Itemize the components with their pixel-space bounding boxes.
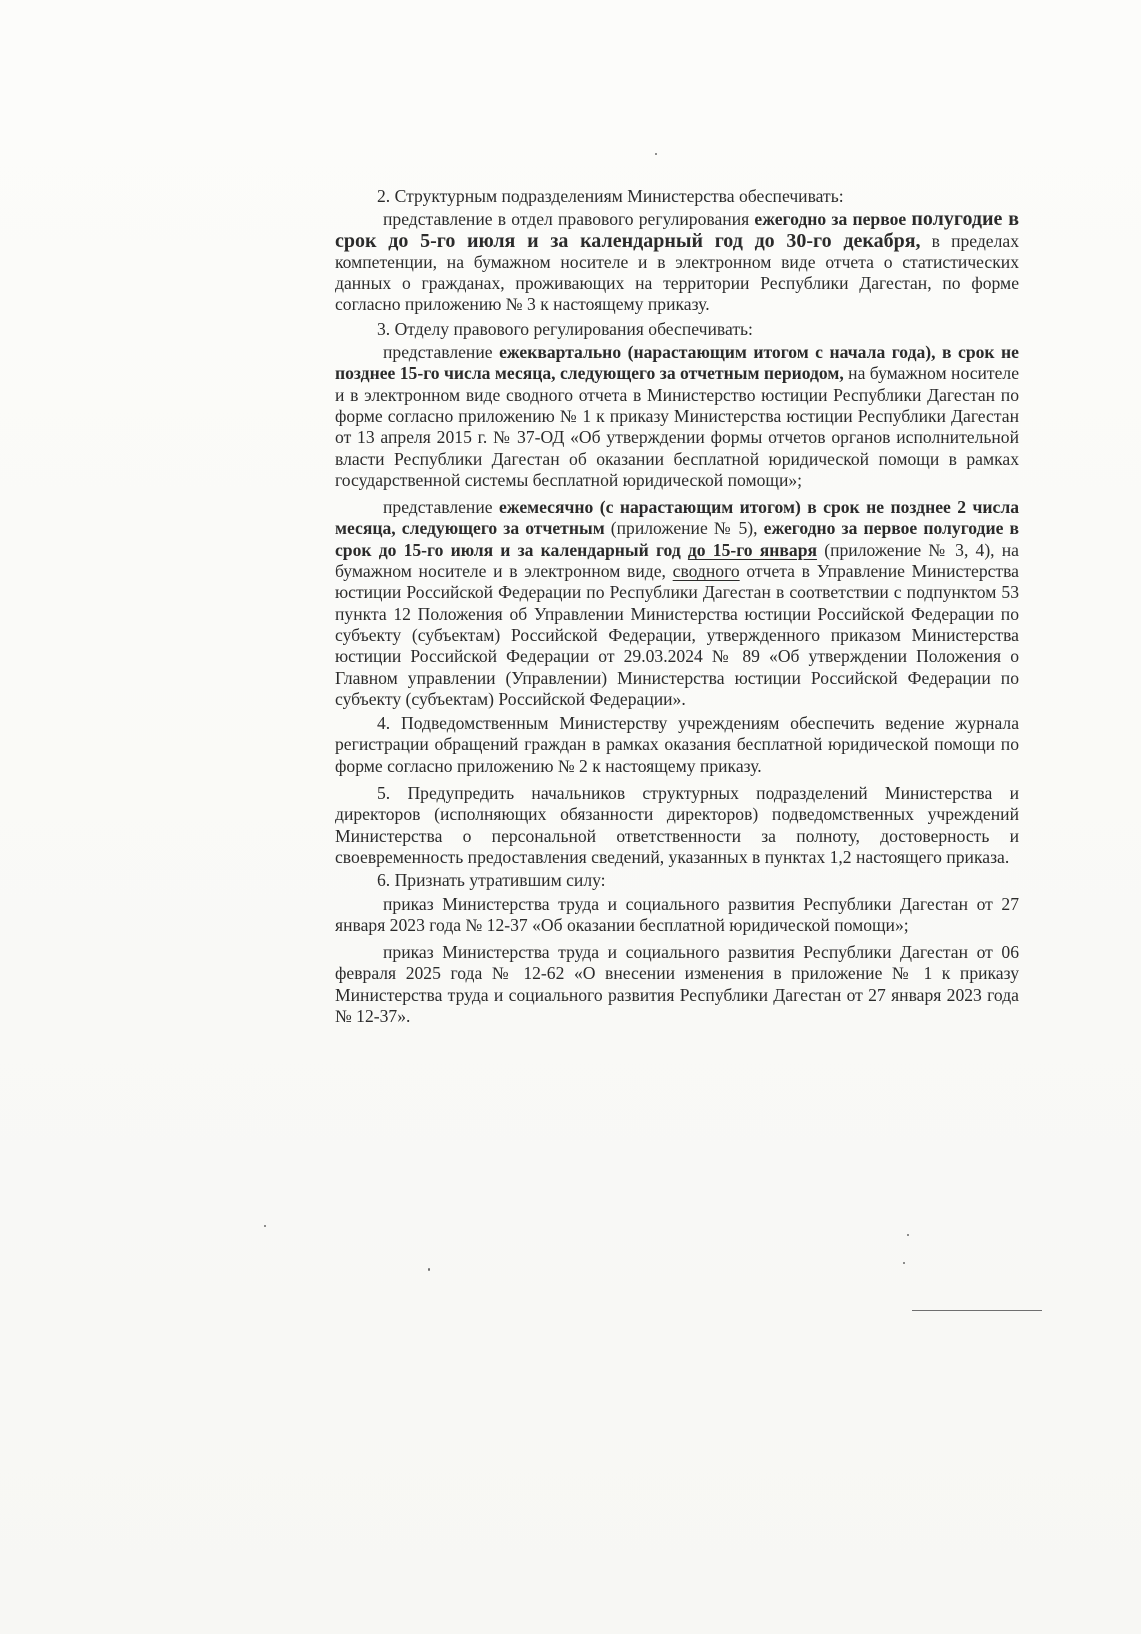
scan-speck [428,1268,430,1271]
signature-line [912,1310,1042,1311]
clause-6-item-2: приказ Министерства труда и социального развития Республики Дагестан от 06 февраля 2025 года № 12-62 «О внесении изменения в приложение № 1 к приказу Министерства труда и социального развития Республики Дагестан от 27 января 2023 года № 12-37». [335,942,1019,1026]
underlined-run: до 15-го января [687,539,818,560]
clause-3-heading: 3. Отделу правового регулирования обеспечивать: [377,318,753,339]
bold-run: ежемесячно (с нарастающим итогом) в срок не позднее 2 числа месяца, следующего за отчетным [335,497,1019,539]
clause-6-item-1: приказ Министерства труда и социального развития Республики Дагестан от 27 января 2023 года № 12-37 «Об оказании бесплатной юридической помощи»; [335,893,1019,935]
clause-3-second-text [335,497,1019,710]
bold-run: полугодие в срок до 5-го июля и за календарный год до 30-го декабря, [335,208,1019,252]
text-run: в пределах компетенции, на бумажном носителе и в электронном виде отчета о статистических данных о гражданах, проживающих на территории Республики Дагестан, по форме согласно приложению № 3 к настоящему приказу. [335,230,1020,315]
text-run: представление [383,342,500,363]
text-run: отчета в Управление Министерства юстиции Российской Федерации по Республики Дагестан в соответствии с подпунктом 53 пункта 12 Положения об Управлении Министерства юстиции Российской Федерации по субъекту (субъектам) Российской Федерации, утвержденного приказом Министерства юстиции Российской Федерации от 29.03.2024 № 89 «Об утверждении Положения о Главном управлении (Управлении) Министерства юстиции Российской Федерации по субъекту (субъектам) Российской Федерации». [335,561,1019,709]
scan-speck [655,153,657,155]
clause-5-text: 5. Предупредить начальников структурных подразделений Министерства и директоров (исполняющих обязанности директоров) подведомственных учреждений Министерства о персональной ответственности за полноту, достоверность и своевременность предоставления сведений, указанных в пунктах 1,2 настоящего приказа. [335,783,1019,867]
text-run: на бумажном носителе и в электронном виде сводного отчета в Министерство юстиции Республики Дагестан по форме согласно приложению № 1 к приказу Министерства юстиции Республики Дагестан от 13 апреля 2015 г. № 37-ОД «Об утверждении формы отчетов органов исполнительной власти Республики Дагестан об оказании бесплатной юридической помощи в рамках государственной системы бесплатной юридической помощи»; [335,363,1020,490]
bold-run: ежеквартально (нарастающим итогом с начала года), в срок не позднее 15-го числа месяца, следующего за отчетным периодом, [335,342,1019,384]
scan-speck [264,1225,266,1227]
clause-2-heading: 2. Структурным подразделениям Министерства обеспечивать: [377,186,844,206]
text-run: представление [383,497,499,518]
text-run: (приложение № 5), [604,518,764,539]
text-run: (приложение № 3, 4), на бумажном носителе и в электронном виде, [335,539,1019,582]
scan-speck [903,1262,905,1264]
document-body [335,186,1019,1030]
clause-6-heading: 6. Признать утратившим силу: [377,870,606,891]
scan-speck [907,1234,909,1236]
clause-4-text: 4. Подведомственным Министерству учреждениям обеспечить ведение журнала регистрации обращений граждан в рамках оказания бесплатной юридической помощи по форме согласно приложению № 2 к настоящему приказу. [335,713,1019,776]
text-run: представление в отдел правового регулирования [383,209,755,230]
bold-run: ежегодно за первое [754,209,912,230]
underlined-run: сводного [672,561,740,582]
clause-2-text [335,209,1019,315]
clause-3-text [335,342,1019,491]
bold-run: ежегодно за первое полугодие в срок до 15-го июля и за календарный год [335,518,1020,560]
